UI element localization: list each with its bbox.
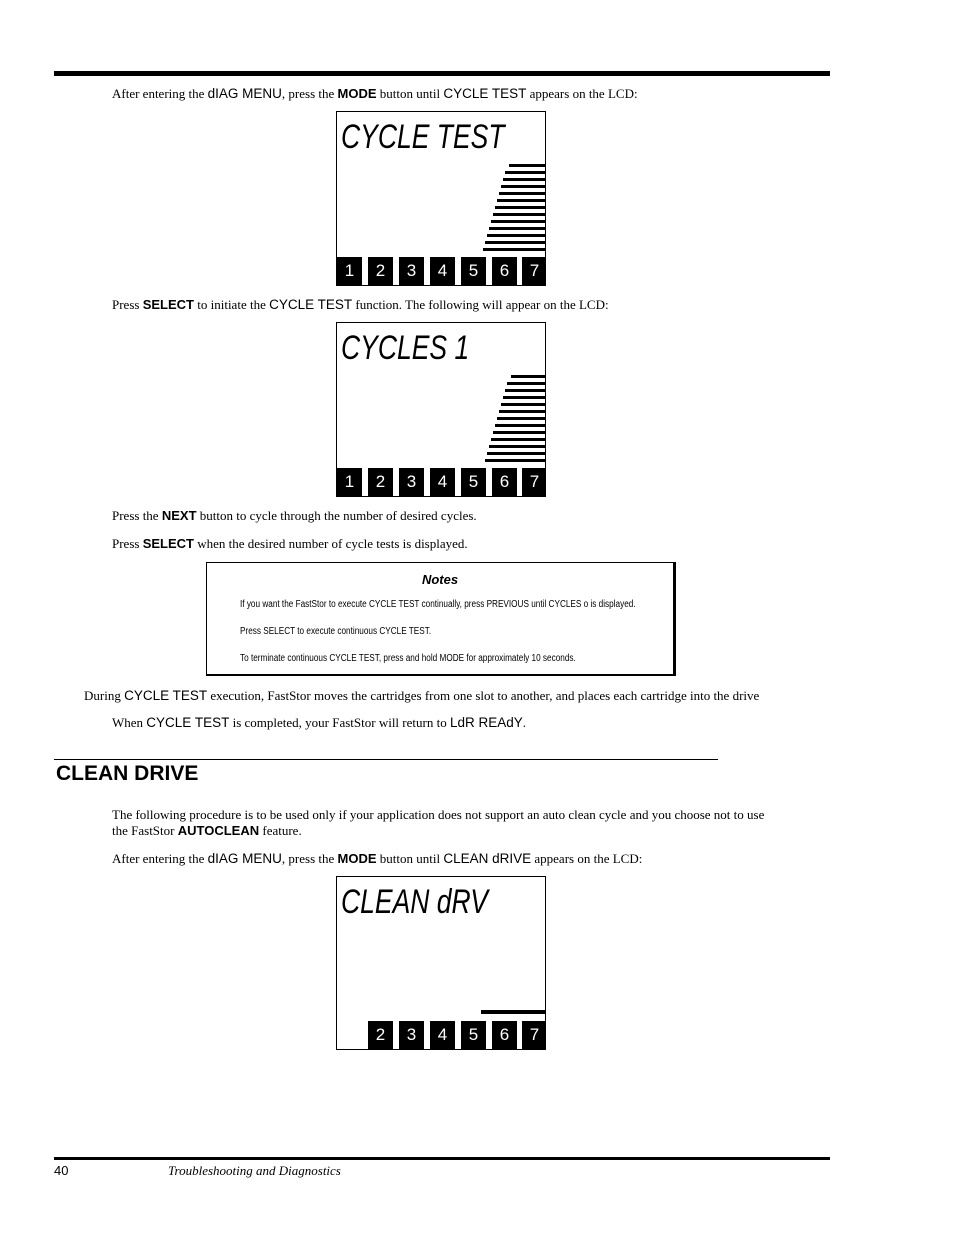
lcd-slot-digits — [337, 257, 545, 285]
slot-digit: 5 — [461, 468, 486, 496]
paragraph-press-select-count: Press SELECT when the desired number of cycle tests is displayed. — [112, 536, 468, 551]
slot-digit: 3 — [399, 468, 424, 496]
slot-digit: 6 — [492, 257, 517, 285]
slot-digit: 2 — [368, 468, 393, 496]
paragraph-press-next: Press the NEXT button to cycle through the number of desired cycles. — [112, 508, 477, 523]
lcd-level-bars — [479, 362, 545, 462]
lcd-slot-digits — [337, 1021, 545, 1049]
slot-digit: 7 — [522, 257, 546, 285]
paragraph-enter-diag: After entering the dIAG MENU, press the MODE button until CYCLE TEST appears on the LCD: — [112, 86, 638, 101]
page-number: 40 — [54, 1163, 69, 1178]
lcd-text: CLEAN dRV — [341, 883, 488, 921]
slot-digit: 5 — [461, 1021, 486, 1049]
slot-digit: 4 — [430, 257, 455, 285]
slot-digit: 4 — [430, 1021, 455, 1049]
paragraph-during-cycle-test: During CYCLE TEST execution, FastStor moves the cartridges from one slot to another, and places each cartridge into the drive — [84, 688, 760, 703]
slot-digit: 1 — [337, 257, 362, 285]
slot-digit: 6 — [492, 1021, 517, 1049]
slot-digit: 5 — [461, 257, 486, 285]
slot-digit: 2 — [368, 257, 393, 285]
paragraph-press-select: Press SELECT to initiate the CYCLE TEST function. The following will appear on the LCD: — [112, 297, 609, 312]
slot-digit: 7 — [522, 468, 546, 496]
note-line: If you want the FastStor to execute CYCLE TEST continually, press PREVIOUS until CYCLES o is displayed. — [240, 599, 636, 610]
note-line: Press SELECT to execute continuous CYCLE TEST. — [240, 626, 432, 637]
lcd-display-clean-drive — [336, 876, 546, 1050]
slot-digit: 3 — [399, 257, 424, 285]
bottom-rule — [54, 1157, 830, 1160]
notes-title: Notes — [421, 572, 459, 587]
slot-digit: 1 — [337, 468, 362, 496]
lcd-level-bars — [479, 151, 545, 251]
paragraph-clean-procedure-line2: the FastStor AUTOCLEAN feature. — [112, 823, 302, 838]
note-line: To terminate continuous CYCLE TEST, press and hold MODE for approximately 10 seconds. — [240, 653, 576, 664]
paragraph-cycle-test-complete: When CYCLE TEST is completed, your FastStor will return to LdR REAdY. — [112, 715, 526, 730]
slot-digit: 4 — [430, 468, 455, 496]
lcd-text: CYCLE TEST — [341, 118, 505, 156]
top-rule — [54, 71, 830, 76]
footer-chapter-title: Troubleshooting and Diagnostics — [168, 1163, 341, 1178]
lcd-level-bar — [481, 1010, 545, 1014]
paragraph-clean-procedure-line1: The following procedure is to be used only if your application does not support an auto clean cycle and you choose not to use — [112, 807, 765, 822]
lcd-slot-digits — [337, 468, 545, 496]
slot-digit: 3 — [399, 1021, 424, 1049]
lcd-text: CYCLES 1 — [341, 329, 470, 367]
notes-box — [206, 562, 676, 676]
section-rule — [54, 759, 718, 760]
lcd-display-cycles — [336, 322, 546, 497]
paragraph-enter-diag-clean: After entering the dIAG MENU, press the MODE button until CLEAN dRIVE appears on the LCD: — [112, 851, 643, 866]
slot-digit: 2 — [368, 1021, 393, 1049]
section-heading: CLEAN DRIVE — [56, 762, 199, 785]
lcd-display-cycle-test — [336, 111, 546, 286]
slot-digit: 7 — [522, 1021, 546, 1049]
slot-digit: 6 — [492, 468, 517, 496]
